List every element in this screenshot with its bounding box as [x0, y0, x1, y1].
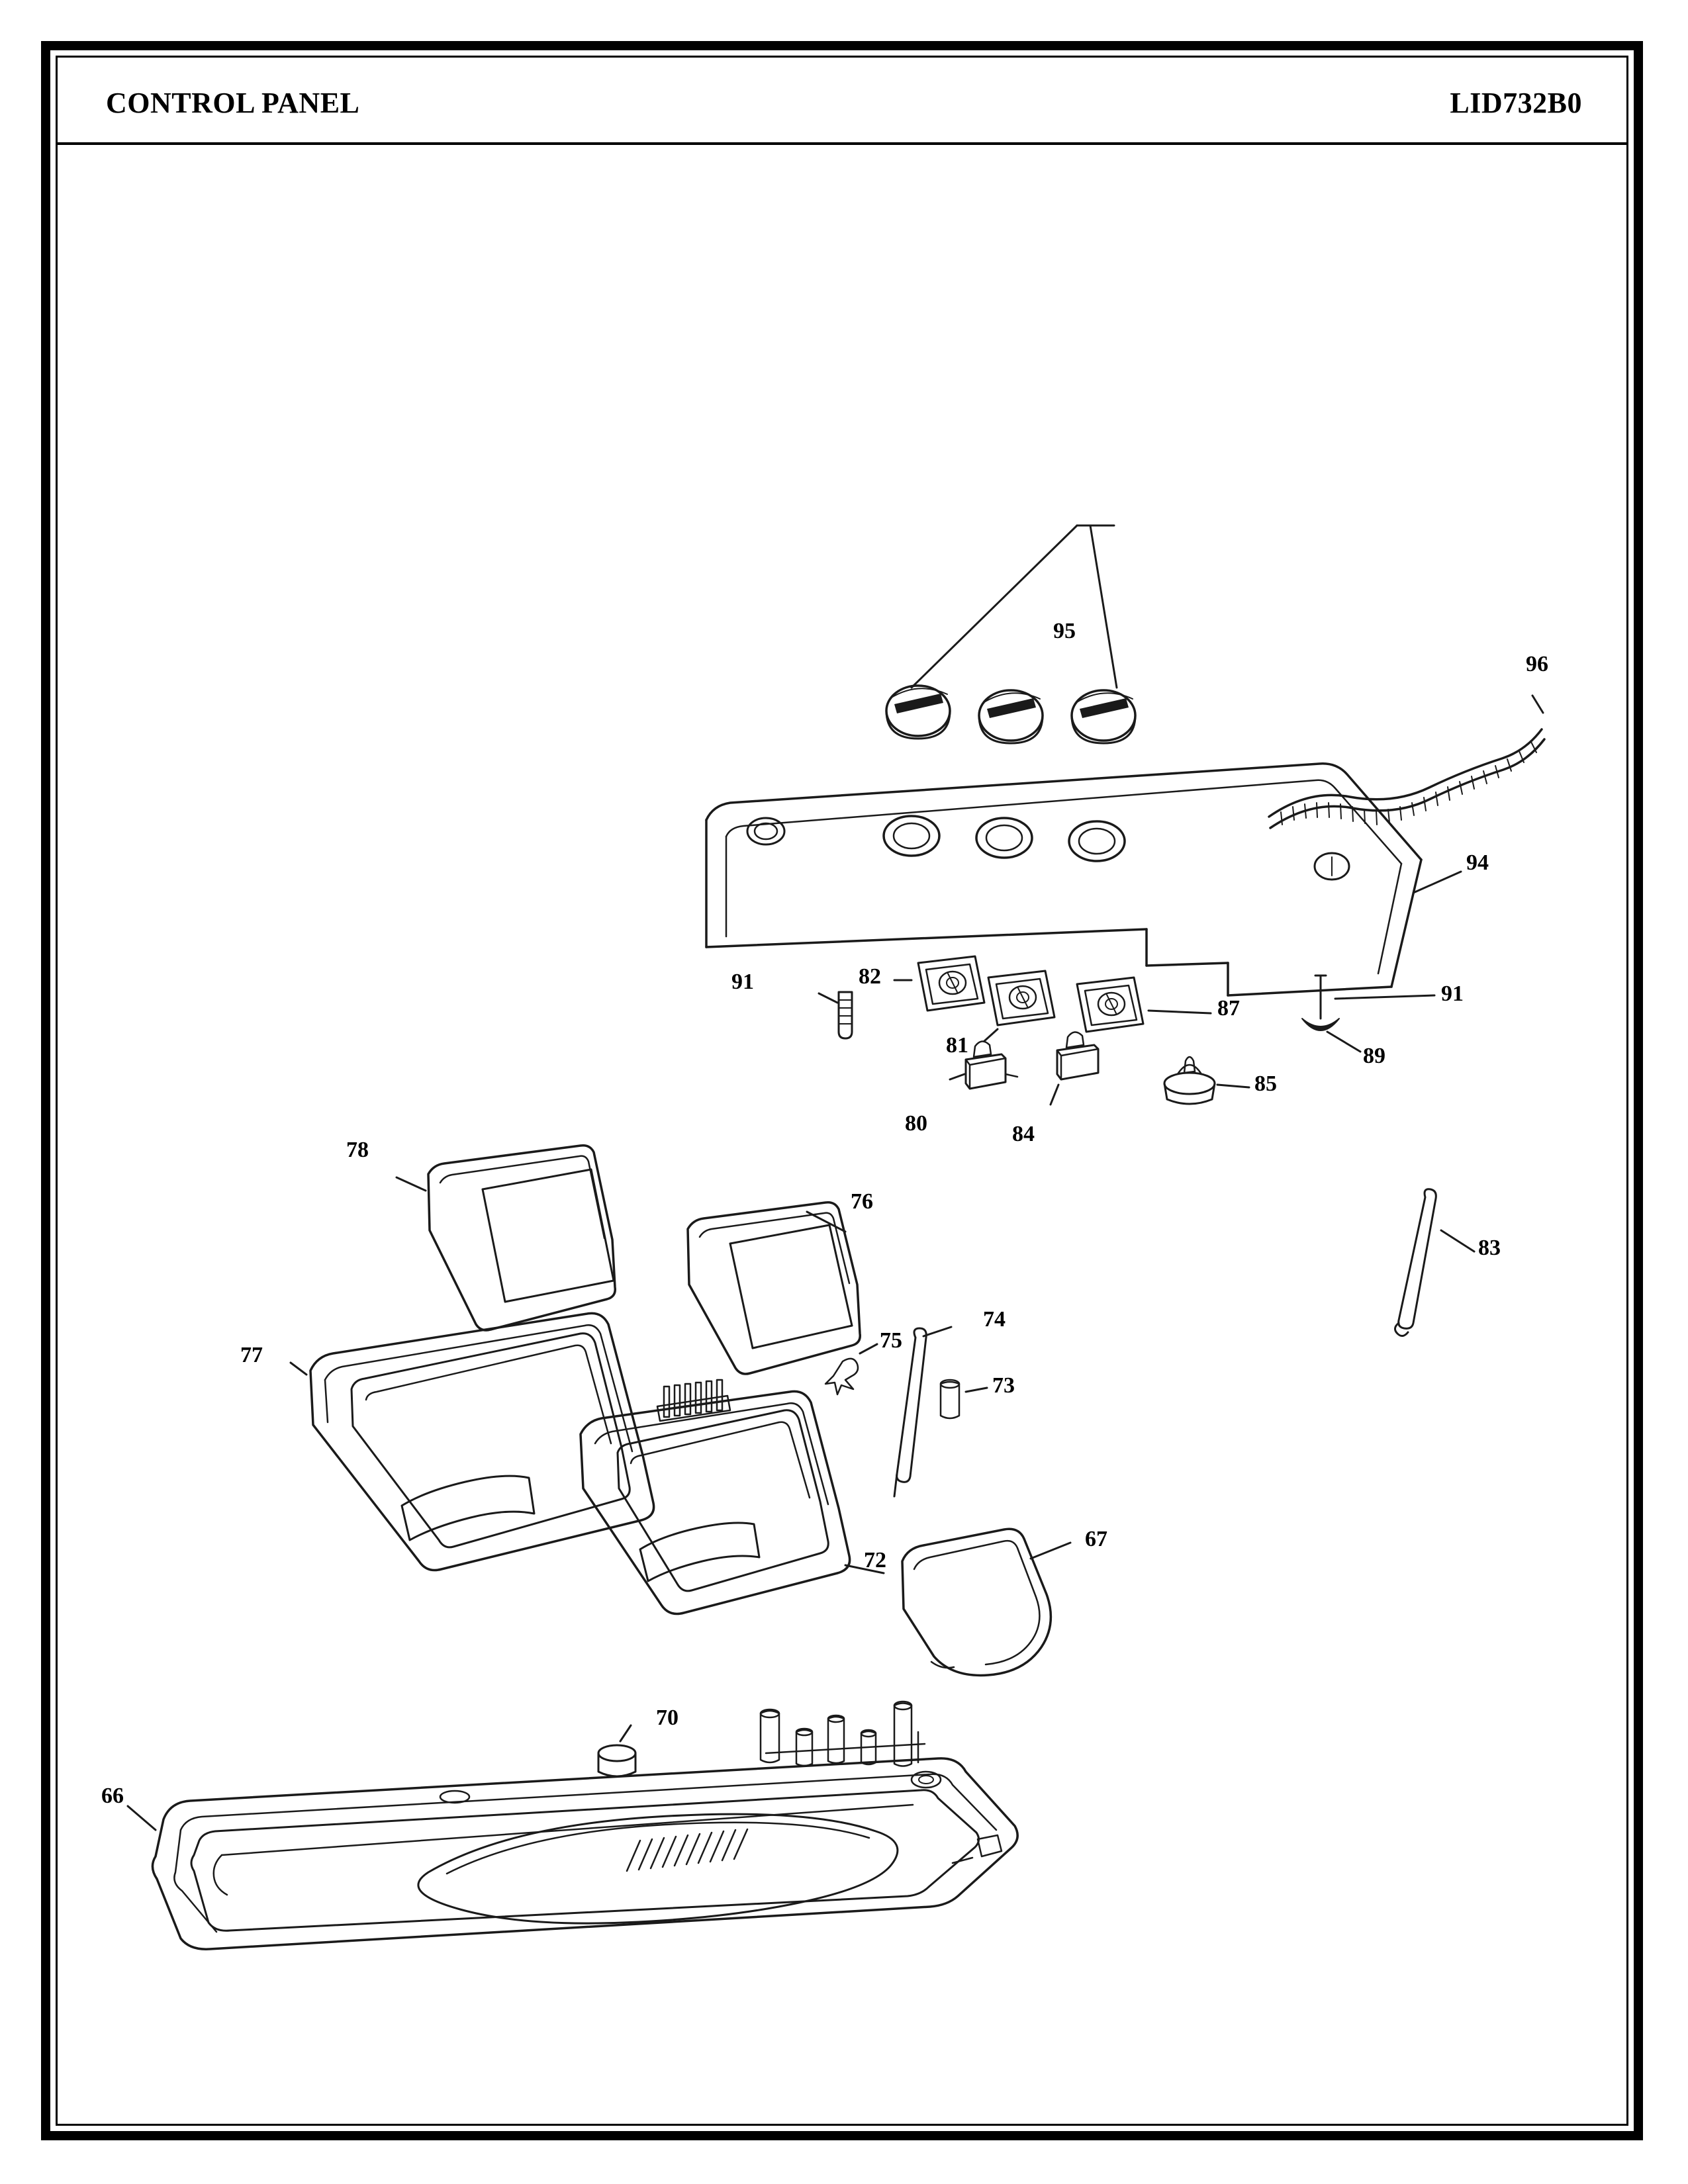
callout-91-left: 91 [731, 970, 754, 994]
callout-82: 82 [859, 964, 881, 989]
model-number: LID732B0 [1450, 87, 1582, 119]
part-78-panel [397, 1146, 615, 1330]
part-82-switch [894, 956, 984, 1011]
callout-81: 81 [946, 1033, 968, 1058]
part-81-switch [984, 971, 1055, 1041]
part-94-console [706, 764, 1461, 995]
part-95-knobs [886, 525, 1135, 743]
exploded-diagram [58, 145, 1626, 2124]
callout-74: 74 [983, 1307, 1006, 1332]
part-85-solenoid [1164, 1057, 1249, 1104]
callout-94: 94 [1466, 850, 1489, 875]
callout-83: 83 [1478, 1236, 1501, 1260]
callout-72: 72 [864, 1548, 886, 1572]
part-73-bushing [941, 1380, 987, 1418]
part-70-cap [598, 1725, 635, 1776]
part-66-top [128, 1702, 1017, 1949]
part-87-switch [1077, 978, 1211, 1032]
part-77-lid [291, 1313, 654, 1570]
part-83-rod [1395, 1189, 1474, 1336]
callout-84: 84 [1012, 1122, 1035, 1146]
callout-78: 78 [346, 1138, 369, 1162]
callout-85: 85 [1254, 1071, 1277, 1096]
callout-67: 67 [1085, 1527, 1107, 1551]
part-74-rod [894, 1327, 951, 1496]
callout-76: 76 [851, 1189, 873, 1214]
part-84-solenoid [1051, 1032, 1098, 1105]
callout-91-right: 91 [1441, 981, 1464, 1006]
callout-66: 66 [101, 1784, 124, 1808]
callout-80: 80 [905, 1111, 927, 1136]
part-89-screw [1302, 976, 1360, 1052]
part-67-cover [902, 1529, 1070, 1675]
part-76-panel [688, 1203, 860, 1374]
callout-96: 96 [1526, 652, 1548, 676]
callout-70: 70 [656, 1706, 679, 1730]
callout-77: 77 [240, 1343, 263, 1367]
callout-89: 89 [1363, 1044, 1385, 1068]
part-96-harness [1269, 696, 1544, 828]
part-91-pins [819, 992, 1434, 1038]
page-title: CONTROL PANEL [106, 87, 360, 119]
callout-87: 87 [1217, 996, 1240, 1021]
callout-75: 75 [880, 1328, 902, 1353]
callout-95: 95 [1053, 619, 1076, 643]
diagram-artwork [58, 145, 1626, 2124]
callout-73: 73 [992, 1373, 1015, 1398]
